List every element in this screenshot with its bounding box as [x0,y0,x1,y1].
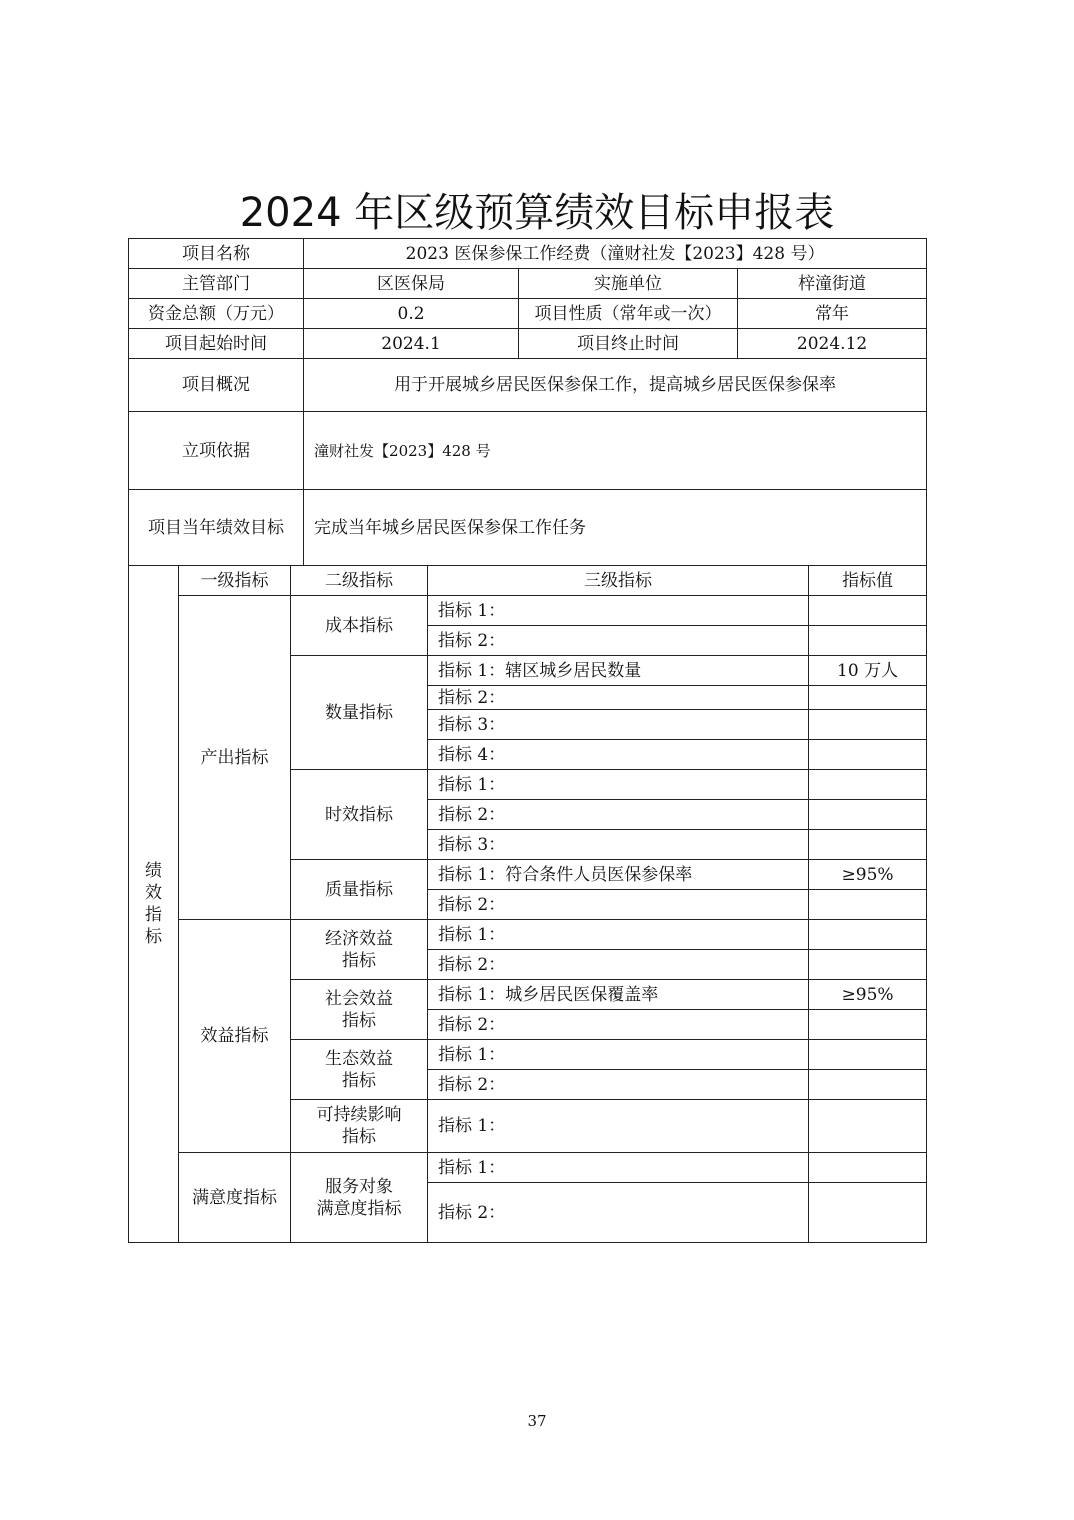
indicator-value [809,710,927,740]
indicator-item: 指标 1： [428,920,809,950]
page-number: 37 [527,1412,547,1430]
page-title: 2024 年区级预算绩效目标申报表 [239,190,835,236]
indicator-item: 指标 2： [428,1010,809,1040]
indicator-item: 指标 1： [428,1040,809,1070]
indicator-item: 指标 2： [428,1183,809,1243]
indicator-item: 指标 1： [428,770,809,800]
indicator-value [809,1183,927,1243]
level2-service-satisfaction: 服务对象 满意度指标 [291,1153,428,1243]
indicator-value [809,830,927,860]
basis-label: 立项依据 [129,412,304,490]
indicator-value [809,1100,927,1153]
nature-value: 常年 [738,299,927,329]
nature-label: 项目性质（常年或一次） [519,299,738,329]
col-header-level1: 一级指标 [179,566,291,596]
indicator-value [809,770,927,800]
level2-economic: 经济效益 指标 [291,920,428,980]
indicator-value [809,1010,927,1040]
funds-value: 0.2 [304,299,519,329]
level2-ecological: 生态效益 指标 [291,1040,428,1100]
col-header-level3: 三级指标 [428,566,809,596]
start-time-value: 2024.1 [304,329,519,359]
project-name-value: 2023 医保参保工作经费（潼财社发【2023】428 号） [304,239,927,269]
indicator-item: 指标 1： [428,1100,809,1153]
indicator-item: 指标 3： [428,830,809,860]
indicator-value [809,626,927,656]
level1-satisfaction: 满意度指标 [179,1153,291,1243]
indicator-item: 指标 2： [428,1070,809,1100]
indicator-item: 指标 1：符合条件人员医保参保率 [428,860,809,890]
indicator-item: 指标 1：城乡居民医保覆盖率 [428,980,809,1010]
overview-value: 用于开展城乡居民医保参保工作，提高城乡居民医保参保率 [304,359,927,412]
end-time-label: 项目终止时间 [519,329,738,359]
unit-label: 实施单位 [519,269,738,299]
indicator-value [809,890,927,920]
col-header-value: 指标值 [809,566,927,596]
overview-label: 项目概况 [129,359,304,412]
funds-label: 资金总额（万元） [129,299,304,329]
level2-sustainability: 可持续影响 指标 [291,1100,428,1153]
level1-output: 产出指标 [179,596,291,920]
level1-benefit: 效益指标 [179,920,291,1153]
indicator-item: 指标 1：辖区城乡居民数量 [428,656,809,686]
level2-social: 社会效益 指标 [291,980,428,1040]
indicator-value [809,740,927,770]
indicator-item: 指标 2： [428,890,809,920]
indicator-item: 指标 4： [428,740,809,770]
project-name-label: 项目名称 [129,239,304,269]
indicator-value [809,1070,927,1100]
indicator-item: 指标 2： [428,800,809,830]
basis-value: 潼财社发【2023】428 号 [304,412,927,490]
level2-quantity: 数量指标 [291,656,428,770]
start-time-label: 项目起始时间 [129,329,304,359]
indicator-value [809,920,927,950]
col-header-level2: 二级指标 [291,566,428,596]
indicator-value [809,596,927,626]
indicator-value: 10 万人 [809,656,927,686]
indicator-item: 指标 2： [428,950,809,980]
indicator-item: 指标 2： [428,626,809,656]
indicator-value [809,1153,927,1183]
end-time-value: 2024.12 [738,329,927,359]
indicator-value: ≥95% [809,980,927,1010]
level2-quality: 质量指标 [291,860,428,920]
indicator-item: 指标 3： [428,710,809,740]
dept-label: 主管部门 [129,269,304,299]
indicator-item: 指标 2： [428,686,809,710]
indicator-value [809,800,927,830]
performance-indicator-side-label: 绩 效 指 标 [129,566,179,1243]
goal-label: 项目当年绩效目标 [129,490,304,566]
indicator-value: ≥95% [809,860,927,890]
dept-value: 区医保局 [304,269,519,299]
indicator-value [809,950,927,980]
indicator-value [809,1040,927,1070]
goal-value: 完成当年城乡居民医保参保工作任务 [304,490,927,566]
indicator-item: 指标 1： [428,596,809,626]
level2-timeliness: 时效指标 [291,770,428,860]
indicator-value [809,686,927,710]
budget-performance-table [128,238,927,1243]
level2-cost: 成本指标 [291,596,428,656]
indicator-item: 指标 1： [428,1153,809,1183]
unit-value: 梓潼街道 [738,269,927,299]
